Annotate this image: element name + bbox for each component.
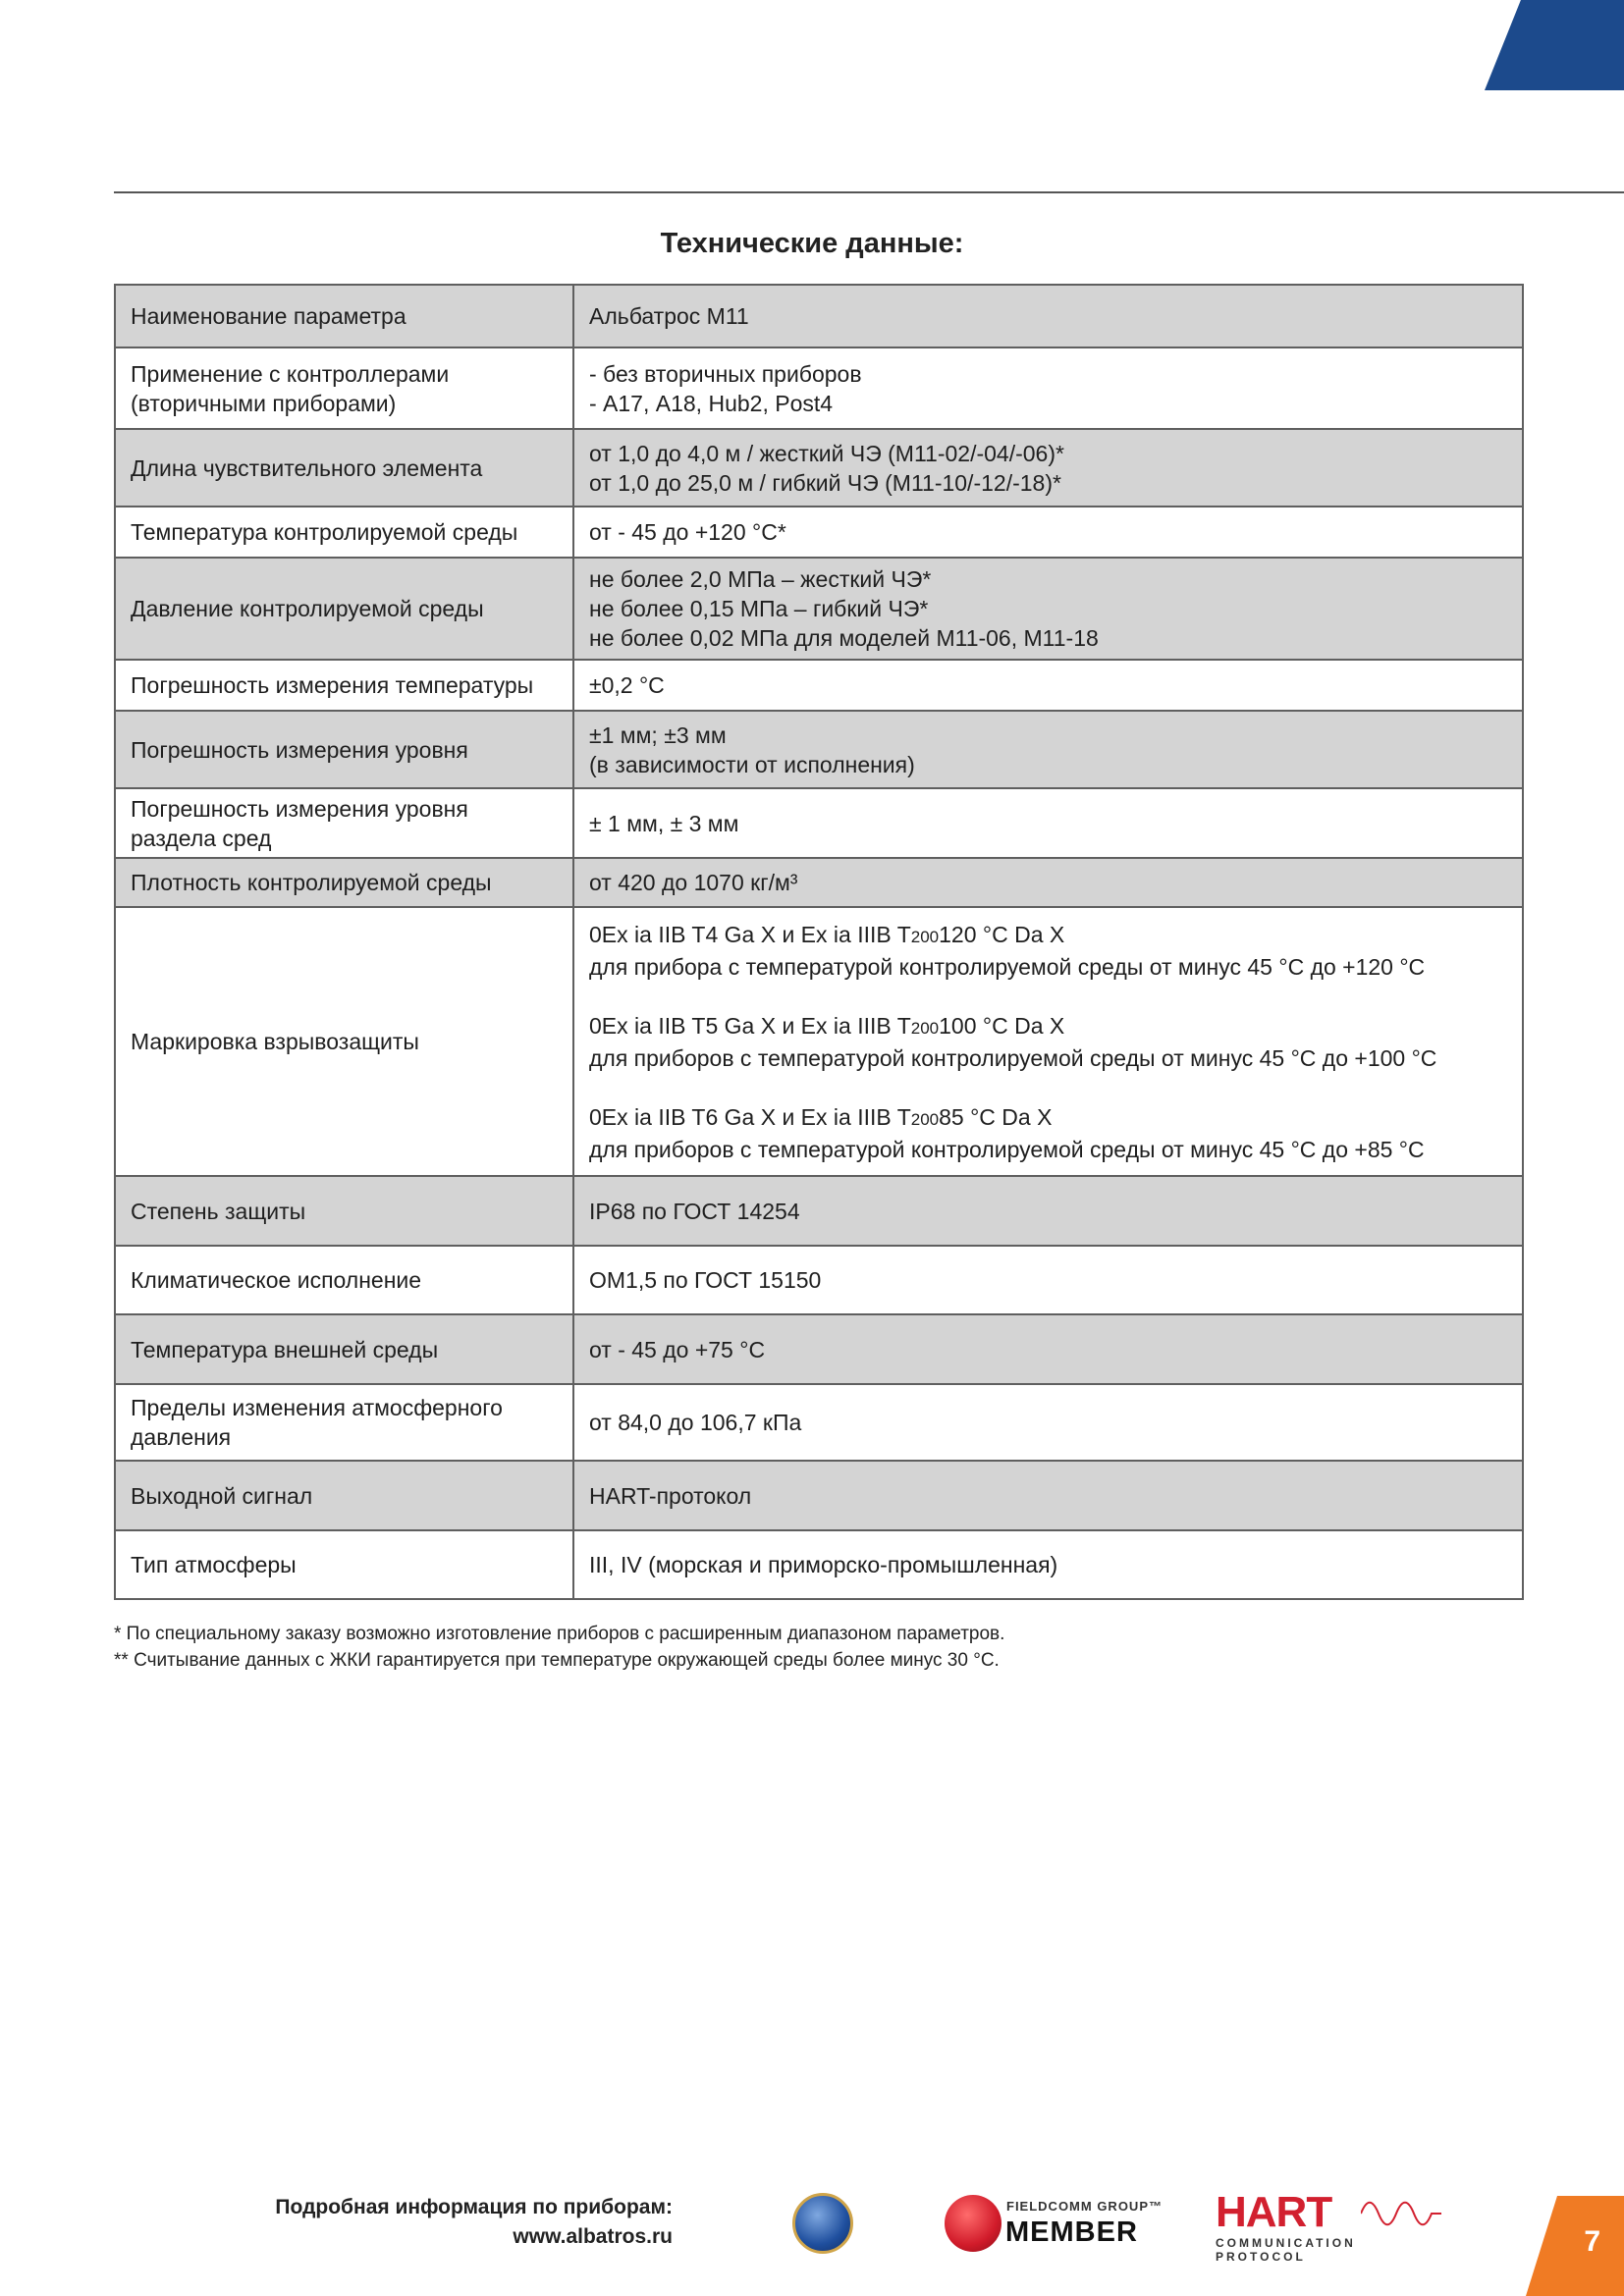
value-line: ±1 мм; ±3 мм [589,721,727,748]
table-row [115,660,1523,711]
ex-marking-subscript: 200 [910,1018,940,1038]
param-line: давления [131,1424,232,1450]
param-cell [115,347,573,429]
param-line: Плотность контролируемой среды [131,870,492,895]
ex-marking-text: 0Ex ia IIB T4 Ga X и Ex ia IIIB T [589,921,911,947]
ex-marking-desc: для приборов с температурой контролируемой среды от минус 45 °C до +85 °C [589,1136,1425,1162]
param-cell [115,558,573,660]
param-line: Температура контролируемой среды [131,519,518,545]
ex-marking-line [589,1011,1507,1043]
value-line: ± 1 мм, ± 3 мм [589,810,739,836]
value-line: от 1,0 до 25,0 м / гибкий ЧЭ (М11-10/-12/-18)* [589,469,1061,496]
value-cell [573,1530,1523,1599]
value-line: ±0,2 °C [589,672,665,698]
value-cell [573,507,1523,558]
table-row [115,1246,1523,1314]
page-tab [1526,2196,1624,2296]
hart-subtitle: COMMUNICATION PROTOCOL [1216,2236,1356,2264]
value-line: не более 0,02 МПа для моделей М11-06, М11-18 [589,625,1099,651]
info-label: Подробная информация по приборам: [275,2196,673,2218]
ex-marking-desc: для прибора с температурой контролируемой среды от минус 45 °C до +120 °C [589,953,1426,980]
page-title: Технические данные: [660,228,964,259]
value-cell [573,1314,1523,1384]
ex-marking-temp: 100 °C Da X [939,1012,1065,1039]
value-line: III, IV (морская и приморско-промышленная) [589,1552,1058,1577]
param-line: Давление контролируемой среды [131,596,484,621]
ex-marking-subscript: 200 [910,927,940,946]
param-cell [115,1530,573,1599]
param-line: Погрешность измерения температуры [131,672,534,698]
globe-logo-icon [792,2193,853,2254]
table-row [115,507,1523,558]
param-line: Применение с контроллерами [131,360,450,387]
value-line: HART-протокол [589,1482,752,1509]
param-line: Погрешность измерения уровня [131,795,468,822]
value-cell [573,1384,1523,1461]
ex-marking-desc: для приборов с температурой контролируемой среды от минус 45 °C до +100 °C [589,1044,1437,1071]
param-cell [115,1246,573,1314]
param-line: Тип атмосферы [131,1552,297,1577]
value-cell [573,347,1523,429]
value-cell [573,285,1523,347]
param-cell [115,507,573,558]
param-cell: Маркировка взрывозащиты [115,907,573,1176]
param-cell [115,1314,573,1384]
param-cell [115,1176,573,1246]
param-cell [115,788,573,858]
fieldcomm-group-label: FIELDCOMM GROUP™ [1006,2199,1163,2214]
value-line: от 84,0 до 106,7 кПа [589,1410,802,1435]
ex-marking-temp: 120 °C Da X [939,921,1065,947]
ex-marking-subscript: 200 [910,1109,940,1129]
value-cell [573,1246,1523,1314]
param-line: (вторичными приборами) [131,390,397,416]
param-cell [115,858,573,907]
footnote-2: ** Считывание данных с ЖКИ гарантируется при температуре окружающей среды более минус 30 °C. [114,1650,1000,1671]
footnote-1: * По специальному заказу возможно изготовление приборов с расширенным диапазоном параметров. [114,1624,1005,1644]
param-cell [115,429,573,507]
param-line: раздела сред [131,825,272,851]
value-line: - без вторичных приборов [589,360,862,387]
table-row [115,907,1523,1176]
value-cell [573,711,1523,788]
table-row [115,347,1523,429]
value-cell [573,660,1523,711]
ex-marking-line [589,1102,1507,1135]
hart-wave-icon [1361,2197,1441,2230]
param-line: Пределы изменения атмосферного [131,1395,503,1420]
hart-word: HART [1216,2188,1332,2236]
param-line: Температура внешней среды [131,1336,439,1362]
value-line: (в зависимости от исполнения) [589,751,915,777]
table-row [115,558,1523,660]
param-line: Длина чувствительного элемента [131,454,483,481]
ex-marking-text: 0Ex ia IIB T6 Ga X и Ex ia IIIB T [589,1103,911,1130]
value-cell [573,558,1523,660]
param-cell [115,660,573,711]
value-line: Альбатрос М11 [589,303,749,329]
table-row [115,1384,1523,1461]
param-line: Климатическое исполнение [131,1267,422,1293]
table-row [115,1314,1523,1384]
table-row [115,429,1523,507]
table-row [115,1530,1523,1599]
header-rule [114,191,1624,193]
value-line: от 1,0 до 4,0 м / жесткий ЧЭ (М11-02/-04/-06)* [589,440,1064,466]
fieldcomm-ball-icon [945,2195,1001,2252]
param-line: Степень защиты [131,1198,306,1224]
fieldcomm-member-label: MEMBER [1005,2216,1138,2248]
table-row [115,1461,1523,1530]
value-cell [573,1461,1523,1530]
corner-decoration [1485,0,1624,90]
table-row [115,858,1523,907]
value-cell [573,907,1523,1176]
value-line: от 420 до 1070 кг/м³ [589,870,798,895]
value-cell [573,788,1523,858]
ex-marking-text: 0Ex ia IIB T5 Ga X и Ex ia IIIB T [589,1012,911,1039]
param-cell [115,711,573,788]
ex-marking-temp: 85 °C Da X [939,1103,1053,1130]
table-row [115,285,1523,347]
value-line: не более 2,0 МПа – жесткий ЧЭ* [589,566,932,592]
value-line: не более 0,15 МПа – гибкий ЧЭ* [589,596,929,621]
value-line: от - 45 до +120 °C* [589,519,786,545]
value-line: ОМ1,5 по ГОСТ 15150 [589,1267,822,1293]
page-number: 7 [1584,2225,1600,2258]
param-cell [115,285,573,347]
website-link[interactable]: www.albatros.ru [513,2225,673,2248]
spec-table [114,284,1524,1600]
value-cell [573,429,1523,507]
param-line: Наименование параметра [131,303,406,329]
param-cell [115,1384,573,1461]
ex-marking-line [589,920,1507,952]
value-line: от - 45 до +75 °C [589,1336,766,1362]
table-row [115,711,1523,788]
param-line: Погрешность измерения уровня [131,736,468,763]
value-cell [573,858,1523,907]
value-cell [573,1176,1523,1246]
table-row [115,788,1523,858]
param-line: Выходной сигнал [131,1482,313,1509]
table-row [115,1176,1523,1246]
param-cell [115,1461,573,1530]
footer-info [187,2193,673,2252]
hart-logo [1216,2188,1441,2264]
value-line: - А17, А18, Hub2, Post4 [589,390,834,416]
footnotes [114,1621,1004,1674]
value-line: IP68 по ГОСТ 14254 [589,1198,800,1224]
